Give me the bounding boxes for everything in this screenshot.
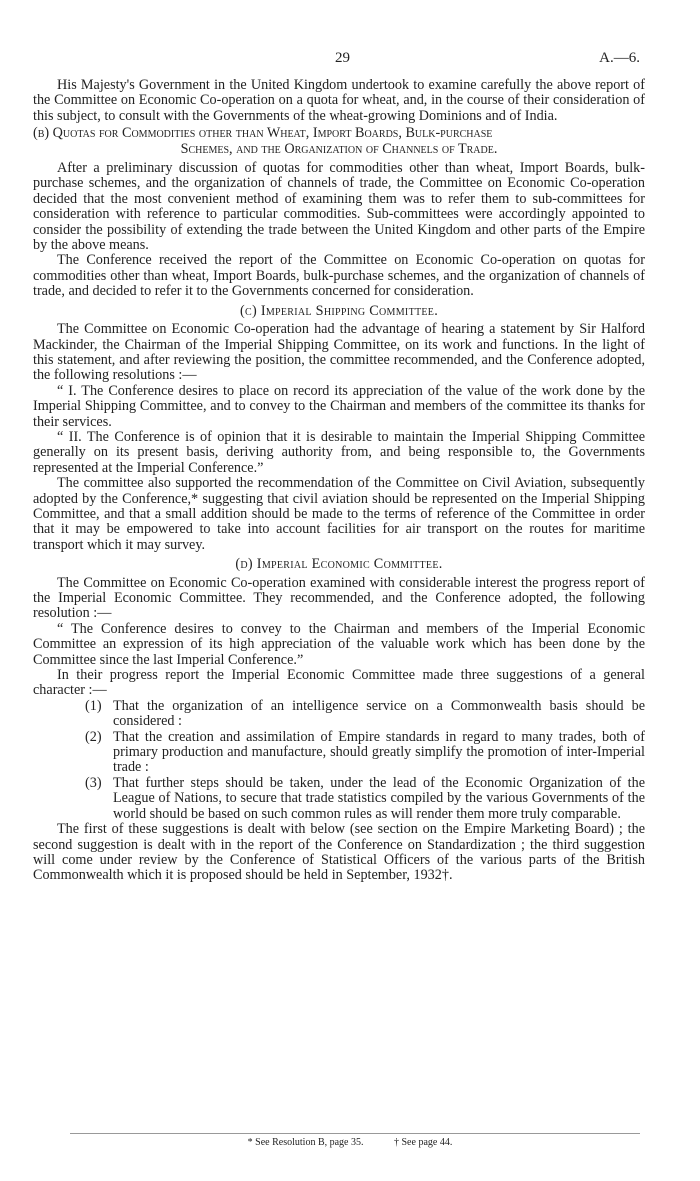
list-item-text: That the organization of an intelligence service on a Commonwealth basis should be considered : xyxy=(113,697,645,730)
footnotes xyxy=(0,1137,700,1148)
paragraph: After a preliminary discussion of quotas for commodities other than wheat, Import Boards, bulk-purchase schemes, and the organization of channels of trade, the Committee on Economic Co-operation decided that the most convenient method of examining them was to refer them to sub-committees for consideration with reference to particular commodities. Sub-committees were accordingly appointed to consider the possibility of extending the trade between the United Kingdom and other parts of the Empire by the above means. xyxy=(33,160,645,254)
paragraph: The first of these suggestions is dealt with below (see section on the Empire Marketing Board) ; the second suggestion is dealt with in the report of the Conference on Standardization ; the third suggestion will come under review by the Conference of Statistical Officers of the various parts of the British Commonwealth which it is proposed should be held in September, 1932†. xyxy=(33,821,645,884)
section-heading-b-line2: Schemes, and the Organization of Channels of Trade. xyxy=(180,140,498,157)
paragraph: The committee also supported the recommendation of the Committee on Civil Aviation, subsequently adopted by the Conference,* suggesting that civil aviation should be represented on the Imperial Shipping Committee, and that a small addition should be made to the terms of reference of the Committee in order that it may be empowered to take into account facilities for air transport on the routes for maritime transport which it may survey. xyxy=(33,475,645,553)
paragraph: In their progress report the Imperial Economic Committee made three suggestions of a general character :— xyxy=(33,667,645,699)
paragraph: The Conference received the report of the Committee on Economic Co-operation on quotas for commodities other than wheat, Import Boards, bulk-purchase schemes, and the organization of channels of trade, and decided to refer it to the Governments concerned for consideration. xyxy=(33,252,645,300)
list-item xyxy=(85,728,645,776)
document-body xyxy=(33,78,645,884)
list-item-number: (3) xyxy=(85,774,102,791)
list-item-number: (1) xyxy=(85,697,102,714)
section-heading-d: (d) Imperial Economic Committee. xyxy=(235,556,443,573)
list-item xyxy=(85,697,645,730)
list-item-text: That further steps should be taken, under the lead of the Economic Organization of the League of Nations, to secure that trade statistics compiled by the various Governments of the world should be based on such common rules as will render them more truly comparable. xyxy=(113,774,645,822)
footnote: * See Resolution B, page 35. xyxy=(247,1137,364,1148)
section-heading-b xyxy=(33,126,645,157)
list-item-number: (2) xyxy=(85,728,102,745)
page-number: 29 xyxy=(335,50,350,66)
resolution-quote: “ The Conference desires to convey to the Chairman and members of the Imperial Economic Committee an expression of its high appreciation of the valuable work which has been done by the Committee since the last Imperial Conference.” xyxy=(33,620,645,668)
resolution-quote: “ II. The Conference is of opinion that it is desirable to maintain the Imperial Shipping Committee generally on its present basis, deriving authority from, and being responsible to, the Governments represented at the Imperial Conference.” xyxy=(33,428,645,476)
list-item-text: That the creation and assimilation of Empire standards in regard to many trades, both of primary production and manufacture, should greatly simplify the promotion of inter-Imperial trade : xyxy=(113,728,645,776)
section-heading-c: (c) Imperial Shipping Committee. xyxy=(239,302,439,319)
paragraph: The Committee on Economic Co-operation had the advantage of hearing a statement by Sir Halford Mackinder, the Chairman of the Imperial Shipping Committee, on its work and functions. In the light of this statement, and after reviewing the position, the committee recommended, and the Conference adopted, the following resolutions :— xyxy=(33,321,645,384)
section-heading-b-line1: (b) Quotas for Commodities other than Wheat, Import Boards, Bulk-purchase xyxy=(33,125,493,142)
footnote-rule xyxy=(70,1133,640,1134)
page-header xyxy=(0,50,700,70)
suggestion-list xyxy=(33,699,645,822)
paragraph: His Majesty's Government in the United Kingdom undertook to examine carefully the above report of the Committee on Economic Co-operation on a quota for wheat, and, in the course of their consideration of this subject, to consult with the Governments of the wheat-growing Dominions and of India. xyxy=(33,77,645,124)
paragraph: The Committee on Economic Co-operation examined with considerable interest the progress report of the Imperial Economic Committee. They recommended, and the Conference adopted, the following resolution :— xyxy=(33,574,645,622)
footnote: † See page 44. xyxy=(394,1137,453,1148)
list-item xyxy=(85,774,645,822)
resolution-quote: “ I. The Conference desires to place on record its appreciation of the value of the work done by the Imperial Shipping Committee, and to convey to the Chairman and members of the committee its thanks for their services. xyxy=(33,382,645,430)
sheet-reference: A.—6. xyxy=(599,50,640,66)
